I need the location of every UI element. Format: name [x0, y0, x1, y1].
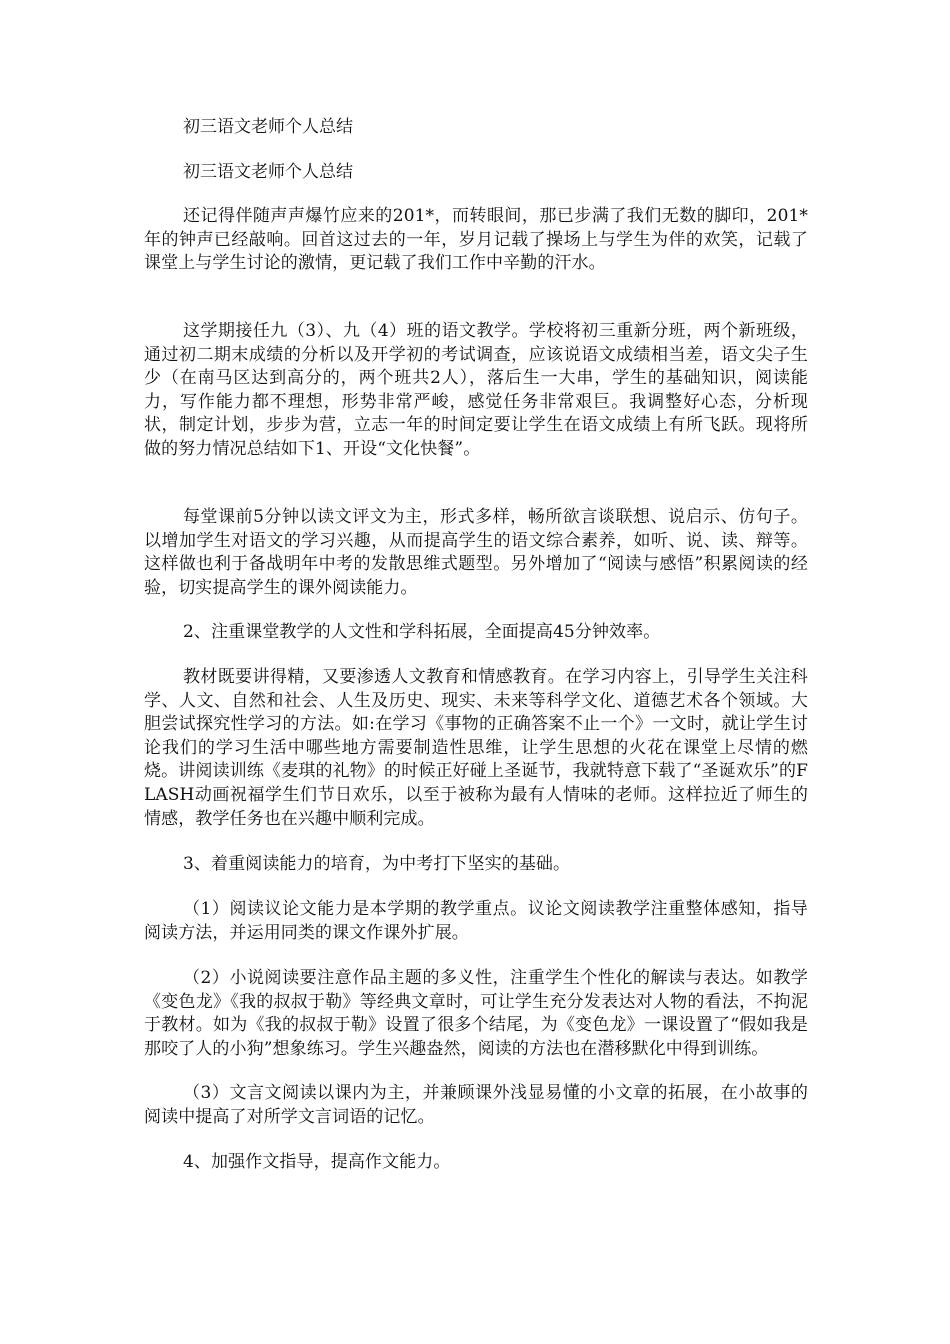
paragraph-novel-reading: （2）小说阅读要注意作品主题的多义性，注重学生个性化的解读与表达。如教学《变色龙》《我的叔叔于勒》等经典文章时，可让学生充分发表达对人物的看法，不拘泥于教材。如为《我的叔叔于勒》设置了很多个结尾，为《变色龙》一课设置了“假如我是那咬了人的小狗”想象练习。学生兴趣盎然，阅读的方法也在潜移默化中得到训练。	[144, 968, 808, 1059]
paragraph-culture-snack: 每堂课前5分钟以读文评文为主，形式多样，畅所欲言谈联想、说启示、仿句子。以增加学生对语文的学习兴趣，从而提高学生的语文综合素养，如听、说、读、辩等。这样做也利于备战明年中考的发散思维式题型。另外增加了“阅读与感悟”积累阅读的经验，切实提高学生的课外阅读能力。	[144, 507, 808, 598]
paragraph-heading-3: 3、着重阅读能力的培育，为中考打下坚实的基础。	[183, 854, 571, 874]
document-subtitle: 初三语文老师个人总结	[183, 162, 353, 182]
document-title: 初三语文老师个人总结	[183, 117, 353, 137]
paragraph-argumentative-reading: （1）阅读议论文能力是本学期的教学重点。议论文阅读教学注重整体感知，指导阅读方法，并运用同类的课文作课外扩展。	[144, 899, 808, 943]
paragraph-class-overview: 这学期接任九（3）、九（4）班的语文教学。学校将初三重新分班，两个新班级，通过初二期末成绩的分析以及开学初的考试调查，应该说语文成绩相当差，语文尖子生少（在南马区达到高分的，两个班共2人），落后生一大串，学生的基础知识，阅读能力，写作能力都不理想，形势非常严峻，感觉任务非常艰巨。我调整好心态，分析现状，制定计划，步步为营，立志一年的时间定要让学生在语文成绩上有所飞跃。现将所做的努力情况总结如下1、开设“文化快餐”。	[144, 321, 808, 459]
paragraph-intro: 还记得伴随声声爆竹应来的201*，而转眼间，那已步满了我们无数的脚印，201*年的钟声已经敲响。回首这过去的一年，岁月记载了操场上与学生为伴的欢笑，记载了课堂上与学生讨论的激情，更记载了我们工作中辛勤的汗水。	[144, 206, 808, 274]
paragraph-classical-reading: （3）文言文阅读以课内为主，并兼顾课外浅显易懂的小文章的拓展，在小故事的阅读中提高了对所学文言词语的记忆。	[144, 1083, 808, 1127]
paragraph-teaching-content: 教材既要讲得精，又要渗透人文教育和情感教育。在学习内容上，引导学生关注科学、人文、自然和社会、人生及历史、现实、未来等科学文化、道德艺术各个领域。大胆尝试探究性学习的方法。如:在学习《事物的正确答案不止一个》一文时，就让学生讨论我们的学习生活中哪些地方需要制造性思维，让学生思想的火花在课堂上尽情的燃烧。讲阅读训练《麦琪的礼物》的时候正好碰上圣诞节，我就特意下载了“圣诞欢乐”的FLASH动画祝福学生们节日欢乐，以至于被称为最有人情味的老师。这样拉近了师生的情感，教学任务也在兴趣中顺利完成。	[144, 667, 808, 829]
paragraph-heading-4: 4、加强作文指导，提高作文能力。	[183, 1152, 451, 1172]
paragraph-heading-2: 2、注重课堂教学的人文性和学科拓展，全面提高45分钟效率。	[183, 622, 661, 642]
